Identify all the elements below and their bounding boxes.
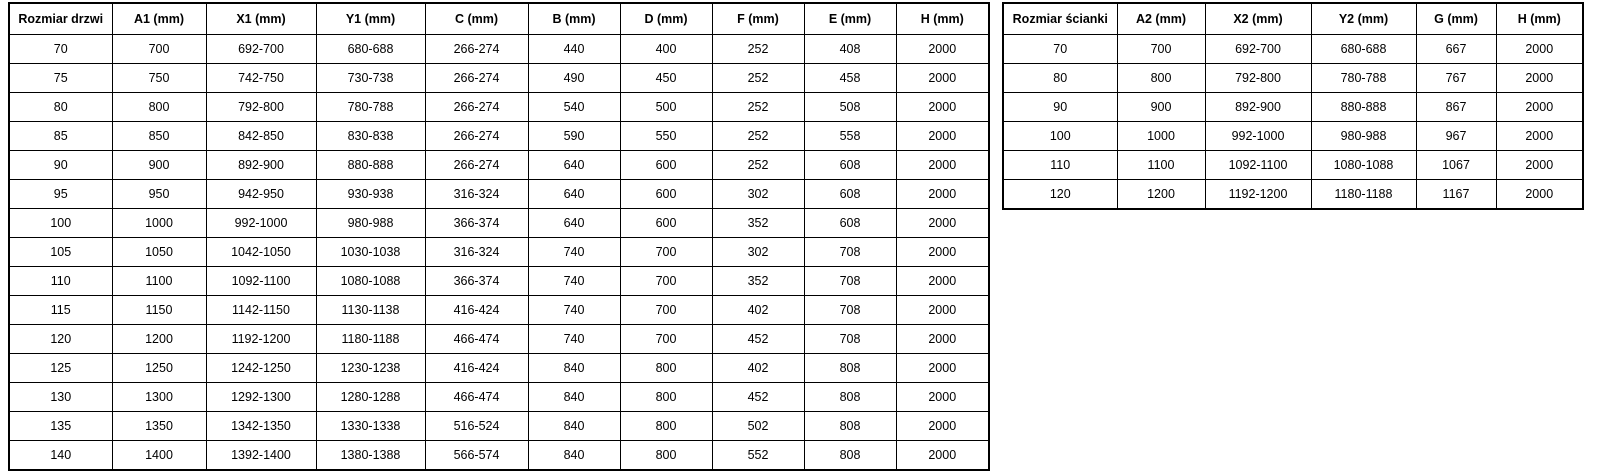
table-cell: 75 [9,64,112,93]
table-cell: 452 [712,383,804,412]
table-cell: 740 [528,325,620,354]
table-cell: 135 [9,412,112,441]
table-cell: 80 [9,93,112,122]
table-cell: 608 [804,180,896,209]
table-cell: 1000 [112,209,206,238]
table-cell: 700 [620,296,712,325]
table-cell: 466-474 [425,325,528,354]
table-cell: 700 [112,35,206,64]
column-header: Y2 (mm) [1311,3,1416,35]
table-cell: 2000 [896,354,989,383]
table-cell: 252 [712,35,804,64]
table-cell: 252 [712,122,804,151]
table-cell: 800 [620,354,712,383]
table-cell: 792-800 [1205,64,1311,93]
table-cell: 600 [620,151,712,180]
table-cell: 850 [112,122,206,151]
column-header: D (mm) [620,3,712,35]
table-cell: 1180-1188 [1311,180,1416,210]
table-cell: 2000 [1496,180,1583,210]
table-cell: 740 [528,296,620,325]
table-cell: 980-988 [1311,122,1416,151]
table-cell: 1180-1188 [316,325,425,354]
table-cell: 2000 [896,383,989,412]
table-cell: 740 [528,238,620,267]
table-cell: 2000 [1496,35,1583,64]
table-cell: 566-574 [425,441,528,471]
table-cell: 880-888 [1311,93,1416,122]
table-header-row [1003,3,1583,35]
column-header: H (mm) [896,3,989,35]
table-cell: 840 [528,354,620,383]
table-row [1003,64,1583,93]
table-cell: 967 [1416,122,1496,151]
table-cell: 880-888 [316,151,425,180]
table-row [9,180,989,209]
table-cell: 600 [620,180,712,209]
column-header: X1 (mm) [206,3,316,35]
table-cell: 366-374 [425,209,528,238]
table-cell: 2000 [1496,93,1583,122]
column-header: A1 (mm) [112,3,206,35]
table-cell: 992-1000 [1205,122,1311,151]
table-row [9,209,989,238]
table-cell: 2000 [1496,151,1583,180]
table-cell: 600 [620,209,712,238]
table-cell: 1092-1100 [206,267,316,296]
table-cell: 1080-1088 [316,267,425,296]
table-header-row [9,3,989,35]
column-header: Y1 (mm) [316,3,425,35]
table-cell: 742-750 [206,64,316,93]
table-cell: 2000 [896,180,989,209]
table-cell: 867 [1416,93,1496,122]
table-cell: 1400 [112,441,206,471]
table-cell: 508 [804,93,896,122]
table-cell: 90 [9,151,112,180]
table-cell: 842-850 [206,122,316,151]
table-cell: 1392-1400 [206,441,316,471]
table-cell: 458 [804,64,896,93]
table-cell: 2000 [896,412,989,441]
table-cell: 608 [804,209,896,238]
table-cell: 692-700 [206,35,316,64]
table-cell: 402 [712,296,804,325]
column-header: B (mm) [528,3,620,35]
table-cell: 680-688 [316,35,425,64]
column-header: A2 (mm) [1117,3,1205,35]
table-cell: 2000 [896,122,989,151]
table-cell: 90 [1003,93,1117,122]
table-cell: 1000 [1117,122,1205,151]
table-cell: 1167 [1416,180,1496,210]
table-cell: 440 [528,35,620,64]
table-cell: 302 [712,238,804,267]
table-cell: 120 [9,325,112,354]
table-cell: 700 [1117,35,1205,64]
table-cell: 1242-1250 [206,354,316,383]
table-cell: 992-1000 [206,209,316,238]
table-cell: 700 [620,238,712,267]
table-row [9,441,989,471]
table-cell: 352 [712,267,804,296]
table-cell: 750 [112,64,206,93]
table-cell: 130 [9,383,112,412]
table-cell: 252 [712,64,804,93]
table-cell: 550 [620,122,712,151]
column-header: E (mm) [804,3,896,35]
table-cell: 1150 [112,296,206,325]
table-cell: 1330-1338 [316,412,425,441]
table-cell: 980-988 [316,209,425,238]
doors-table-body [9,35,989,471]
table-cell: 640 [528,209,620,238]
table-cell: 266-274 [425,93,528,122]
table-cell: 930-938 [316,180,425,209]
table-cell: 1380-1388 [316,441,425,471]
table-cell: 800 [1117,64,1205,93]
table-cell: 808 [804,354,896,383]
table-cell: 266-274 [425,151,528,180]
table-cell: 1050 [112,238,206,267]
table-cell: 100 [9,209,112,238]
table-cell: 840 [528,412,620,441]
walls-dimensions-table [1002,2,1584,210]
column-header: Rozmiar drzwi [9,3,112,35]
column-header: C (mm) [425,3,528,35]
table-cell: 1192-1200 [206,325,316,354]
column-header: Rozmiar ścianki [1003,3,1117,35]
table-cell: 2000 [896,296,989,325]
table-cell: 416-424 [425,354,528,383]
table-cell: 352 [712,209,804,238]
table-cell: 252 [712,93,804,122]
table-cell: 120 [1003,180,1117,210]
table-cell: 1200 [112,325,206,354]
column-header: H (mm) [1496,3,1583,35]
table-cell: 105 [9,238,112,267]
walls-table-head [1003,3,1583,35]
table-cell: 466-474 [425,383,528,412]
table-cell: 502 [712,412,804,441]
table-cell: 590 [528,122,620,151]
table-cell: 2000 [896,238,989,267]
table-cell: 692-700 [1205,35,1311,64]
table-cell: 316-324 [425,180,528,209]
table-cell: 2000 [896,151,989,180]
table-cell: 70 [9,35,112,64]
table-cell: 552 [712,441,804,471]
walls-dimensions-table-container [1002,2,1562,210]
table-cell: 800 [620,412,712,441]
table-cell: 1350 [112,412,206,441]
table-row [9,267,989,296]
table-row [9,296,989,325]
doors-dimensions-table-container [8,2,964,471]
table-cell: 780-788 [1311,64,1416,93]
table-row [9,325,989,354]
table-cell: 2000 [896,93,989,122]
table-cell: 2000 [1496,122,1583,151]
table-row [9,383,989,412]
table-cell: 708 [804,296,896,325]
table-cell: 950 [112,180,206,209]
table-cell: 2000 [896,64,989,93]
table-cell: 892-900 [1205,93,1311,122]
table-row [9,151,989,180]
table-cell: 125 [9,354,112,383]
table-cell: 366-374 [425,267,528,296]
table-cell: 1092-1100 [1205,151,1311,180]
table-cell: 800 [620,383,712,412]
table-cell: 2000 [896,209,989,238]
table-cell: 490 [528,64,620,93]
table-cell: 1292-1300 [206,383,316,412]
table-cell: 800 [112,93,206,122]
table-cell: 100 [1003,122,1117,151]
table-cell: 2000 [896,267,989,296]
table-cell: 110 [9,267,112,296]
table-cell: 892-900 [206,151,316,180]
table-cell: 700 [620,267,712,296]
table-cell: 402 [712,354,804,383]
table-cell: 70 [1003,35,1117,64]
table-row [9,412,989,441]
table-cell: 2000 [1496,64,1583,93]
table-cell: 1192-1200 [1205,180,1311,210]
table-cell: 1100 [1117,151,1205,180]
table-cell: 840 [528,441,620,471]
table-cell: 302 [712,180,804,209]
table-cell: 730-738 [316,64,425,93]
table-cell: 840 [528,383,620,412]
table-cell: 767 [1416,64,1496,93]
table-cell: 95 [9,180,112,209]
table-row [1003,35,1583,64]
table-cell: 900 [1117,93,1205,122]
table-cell: 1042-1050 [206,238,316,267]
table-cell: 266-274 [425,64,528,93]
column-header: F (mm) [712,3,804,35]
table-cell: 900 [112,151,206,180]
table-cell: 1250 [112,354,206,383]
table-row [9,35,989,64]
table-cell: 2000 [896,35,989,64]
table-cell: 608 [804,151,896,180]
table-cell: 808 [804,383,896,412]
table-row [1003,93,1583,122]
table-cell: 830-838 [316,122,425,151]
table-row [1003,122,1583,151]
table-cell: 115 [9,296,112,325]
table-cell: 708 [804,238,896,267]
table-cell: 452 [712,325,804,354]
table-cell: 1300 [112,383,206,412]
table-cell: 408 [804,35,896,64]
column-header: G (mm) [1416,3,1496,35]
table-cell: 1067 [1416,151,1496,180]
table-cell: 416-424 [425,296,528,325]
table-cell: 140 [9,441,112,471]
table-cell: 1080-1088 [1311,151,1416,180]
table-cell: 1100 [112,267,206,296]
table-cell: 740 [528,267,620,296]
table-cell: 85 [9,122,112,151]
table-row [9,93,989,122]
table-cell: 266-274 [425,122,528,151]
table-cell: 1280-1288 [316,383,425,412]
table-cell: 2000 [896,325,989,354]
doors-dimensions-table [8,2,990,471]
table-cell: 700 [620,325,712,354]
table-cell: 792-800 [206,93,316,122]
table-cell: 80 [1003,64,1117,93]
table-cell: 1200 [1117,180,1205,210]
table-row [9,122,989,151]
table-cell: 266-274 [425,35,528,64]
table-cell: 558 [804,122,896,151]
table-row [9,354,989,383]
table-cell: 780-788 [316,93,425,122]
table-cell: 450 [620,64,712,93]
walls-table-body [1003,35,1583,210]
table-cell: 708 [804,267,896,296]
column-header: X2 (mm) [1205,3,1311,35]
table-row [9,64,989,93]
table-cell: 667 [1416,35,1496,64]
doors-table-head [9,3,989,35]
table-cell: 1342-1350 [206,412,316,441]
table-cell: 540 [528,93,620,122]
table-cell: 942-950 [206,180,316,209]
table-cell: 1130-1138 [316,296,425,325]
table-cell: 1230-1238 [316,354,425,383]
table-cell: 800 [620,441,712,471]
table-cell: 400 [620,35,712,64]
table-cell: 640 [528,180,620,209]
table-cell: 2000 [896,441,989,471]
table-cell: 808 [804,441,896,471]
table-row [9,238,989,267]
table-cell: 1142-1150 [206,296,316,325]
table-cell: 516-524 [425,412,528,441]
table-row [1003,180,1583,210]
table-cell: 1030-1038 [316,238,425,267]
table-cell: 252 [712,151,804,180]
table-cell: 500 [620,93,712,122]
table-cell: 708 [804,325,896,354]
table-cell: 316-324 [425,238,528,267]
table-cell: 680-688 [1311,35,1416,64]
table-row [1003,151,1583,180]
table-cell: 808 [804,412,896,441]
table-cell: 110 [1003,151,1117,180]
table-cell: 640 [528,151,620,180]
